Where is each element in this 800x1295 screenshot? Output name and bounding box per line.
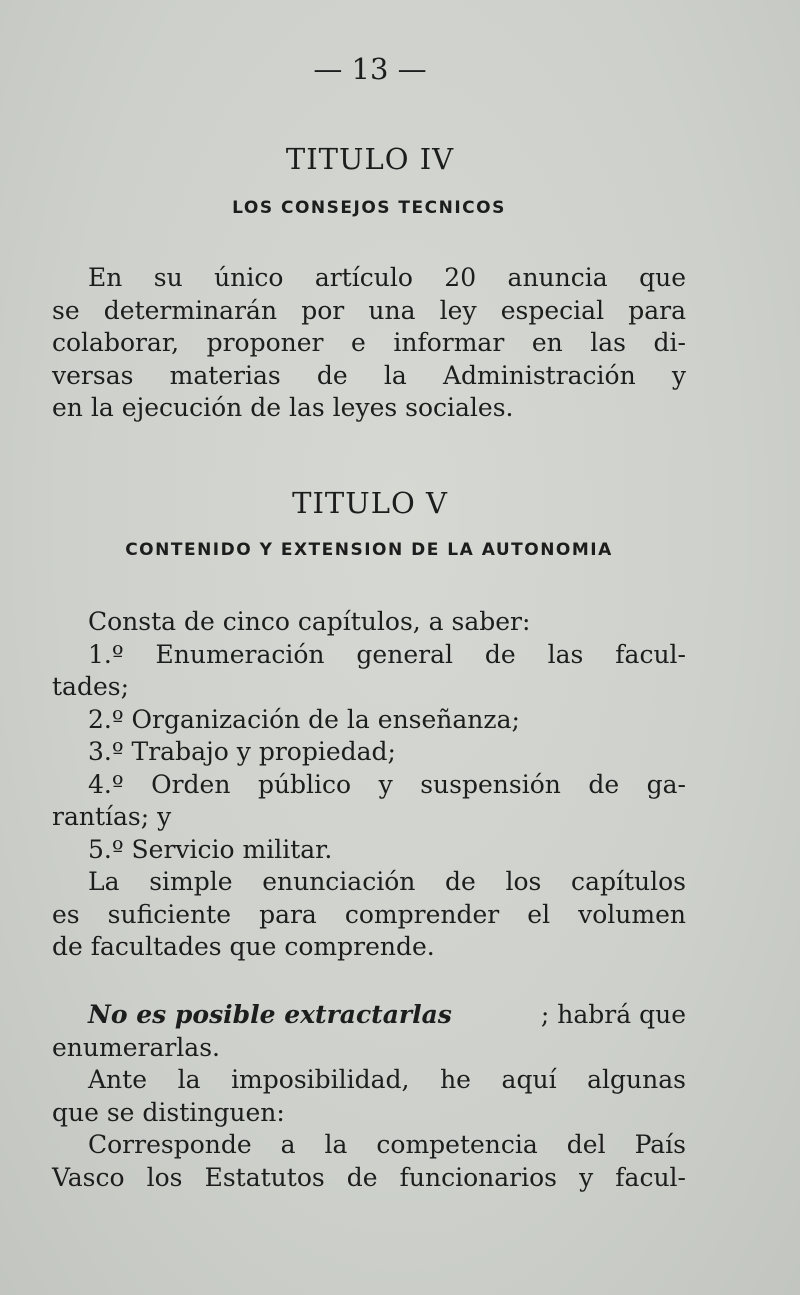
list-item-continuation: rantías; y: [52, 802, 172, 831]
list-item-continuation: tades;: [52, 672, 130, 701]
list-item: 3.º Trabajo y propiedad;: [88, 737, 396, 766]
section-subtitle-v: CONTENIDO Y EXTENSION DE LA AUTONOMIA: [125, 540, 613, 560]
text-line: [52, 999, 686, 1032]
section-v-list: [52, 606, 686, 964]
list-item: 4.º Orden público y suspensión de ga-: [88, 769, 686, 799]
text-line: enumerarlas.: [52, 1032, 220, 1062]
page-number: — 13 —: [313, 52, 427, 86]
text-line: colaborar, proponer e informar en las di-: [52, 328, 686, 357]
list-intro: Consta de cinco capítulos, a saber:: [88, 607, 531, 636]
text-line: en la ejecución de las leyes sociales.: [52, 393, 514, 422]
text-line: Corresponde a la competencia del País: [88, 1130, 686, 1159]
list-item: 5.º Servicio militar.: [88, 834, 333, 864]
text-fragment: ; habrá que: [540, 1000, 686, 1029]
text-line: es suficiente para comprender el volumen: [52, 899, 686, 929]
text-line: que se distinguen:: [52, 1097, 285, 1127]
section-title-v: TITULO V: [292, 486, 448, 520]
text-line: se determinarán por una ley especial para: [52, 295, 686, 325]
text-line: de facultades que comprende.: [52, 932, 435, 961]
section-iv-paragraph: [52, 262, 686, 425]
italic-phrase: No es posible extractarlas: [88, 1000, 452, 1029]
text-line: En su único artículo 20 anuncia que: [88, 263, 686, 292]
section-v-paragraph: [52, 999, 686, 1194]
list-item: 2.º Organización de la enseñanza;: [88, 704, 520, 734]
text-line: La simple enunciación de los capítulos: [88, 867, 686, 896]
text-line: versas materias de la Administración y: [52, 360, 686, 390]
section-subtitle-iv: LOS CONSEJOS TECNICOS: [232, 198, 506, 218]
section-title-iv: TITULO IV: [285, 142, 455, 176]
text-line: Vasco los Estatutos de funcionarios y facul-: [52, 1162, 686, 1192]
list-item: 1.º Enumeración general de las facul-: [88, 639, 686, 669]
text-line: Ante la imposibilidad, he aquí algunas: [88, 1065, 686, 1094]
